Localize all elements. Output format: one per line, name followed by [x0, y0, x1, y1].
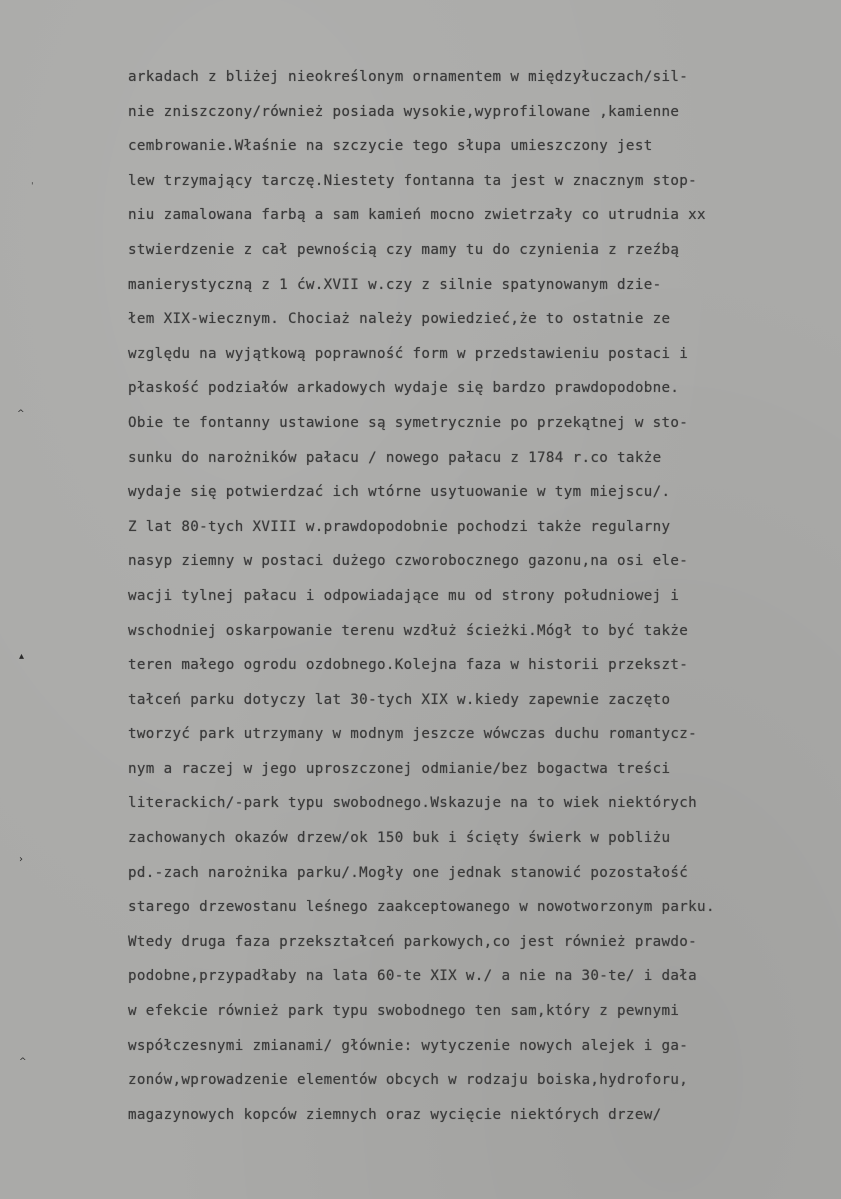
- text-line: lew trzymający tarczę.Niestety fontanna ta jest w znacznym stop-: [128, 172, 698, 189]
- text-line: współczesnymi zmianami/ głównie: wytyczenie nowych alejek i ga-: [128, 1037, 689, 1054]
- text-line: starego drzewostanu leśnego zaakceptowanego w nowotworzonym parku.: [128, 899, 715, 916]
- text-line: tworzyć park utrzymany w modnym jeszcze wówczas duchu romantycz-: [128, 726, 698, 743]
- margin-mark: ›: [19, 854, 23, 865]
- text-line: wacji tylnej pałacu i odpowiadające mu od strony południowej i: [128, 587, 680, 604]
- margin-mark: ˈ: [31, 182, 34, 192]
- text-line: cembrowanie.Właśnie na szczycie tego słupa umieszczony jest: [128, 138, 653, 155]
- text-line: nie zniszczony/również posiada wysokie,wyprofilowane ,kamienne: [128, 103, 680, 120]
- text-line: literackich/-park typu swobodnego.Wskazuje na to wiek niektórych: [128, 795, 698, 812]
- text-line: łem XIX-wiecznym. Chociaż należy powiedzieć,że to ostatnie ze: [128, 311, 671, 328]
- margin-mark: ^: [19, 1057, 27, 1067]
- text-line: wschodniej oskarpowanie terenu wzdłuż ścieżki.Mógł to być także: [128, 622, 689, 639]
- text-line: wydaje się potwierdzać ich wtórne usytuowanie w tym miejscu/.: [128, 484, 671, 501]
- text-line: podobne,przypadłaby na lata 60-te XIX w./ a nie na 30-te/ i dała: [128, 968, 698, 985]
- text-line: nasyp ziemny w postaci dużego czworobocznego gazonu,na osi ele-: [128, 553, 689, 570]
- text-line: nym a raczej w jego uproszczonej odmianie/bez bogactwa treści: [128, 760, 671, 777]
- text-line: względu na wyjątkową poprawność form w przedstawieniu postaci i: [128, 345, 689, 362]
- text-line: tałceń parku dotyczy lat 30-tych XIX w.kiedy zapewnie zaczęto: [128, 691, 671, 708]
- text-line: Wtedy druga faza przekształceń parkowych,co jest również prawdo-: [128, 933, 698, 950]
- text-line: Z lat 80-tych XVIII w.prawdopodobnie pochodzi także regularny: [128, 518, 671, 535]
- margin-mark: ▴: [19, 651, 25, 662]
- text-line: Obie te fontanny ustawione są symetrycznie po przekątnej w sto-: [128, 414, 689, 431]
- text-line: niu zamalowana farbą a sam kamień mocno zwietrzały co utrudnia xx: [128, 207, 706, 224]
- margin-mark: ^: [17, 409, 25, 419]
- text-line: zonów,wprowadzenie elementów obcych w rodzaju boiska,hydroforu,: [128, 1072, 689, 1089]
- text-line: w efekcie również park typu swobodnego ten sam,który z pewnymi: [128, 1003, 680, 1020]
- text-line: sunku do narożników pałacu / nowego pałacu z 1784 r.co także: [128, 449, 662, 466]
- text-line: stwierdzenie z cał pewnością czy mamy tu do czynienia z rzeźbą: [128, 241, 680, 258]
- text-line: teren małego ogrodu ozdobnego.Kolejna faza w historii przekszt-: [128, 657, 689, 674]
- typewritten-text: [128, 60, 840, 1132]
- text-line: pd.-zach narożnika parku/.Mogły one jednak stanowić pozostałość: [128, 864, 689, 881]
- text-line: manierystyczną z 1 ćw.XVII w.czy z silnie spatynowanym dzie-: [128, 276, 662, 293]
- text-line: płaskość podziałów arkadowych wydaje się bardzo prawdopodobne.: [128, 380, 680, 397]
- text-line: zachowanych okazów drzew/ok 150 buk i ścięty świerk w pobliżu: [128, 830, 671, 847]
- text-line: arkadach z bliżej nieokreślonym ornamentem w międzyłuczach/sil-: [128, 69, 689, 85]
- text-line: magazynowych kopców ziemnych oraz wycięcie niektórych drzew/: [128, 1106, 662, 1123]
